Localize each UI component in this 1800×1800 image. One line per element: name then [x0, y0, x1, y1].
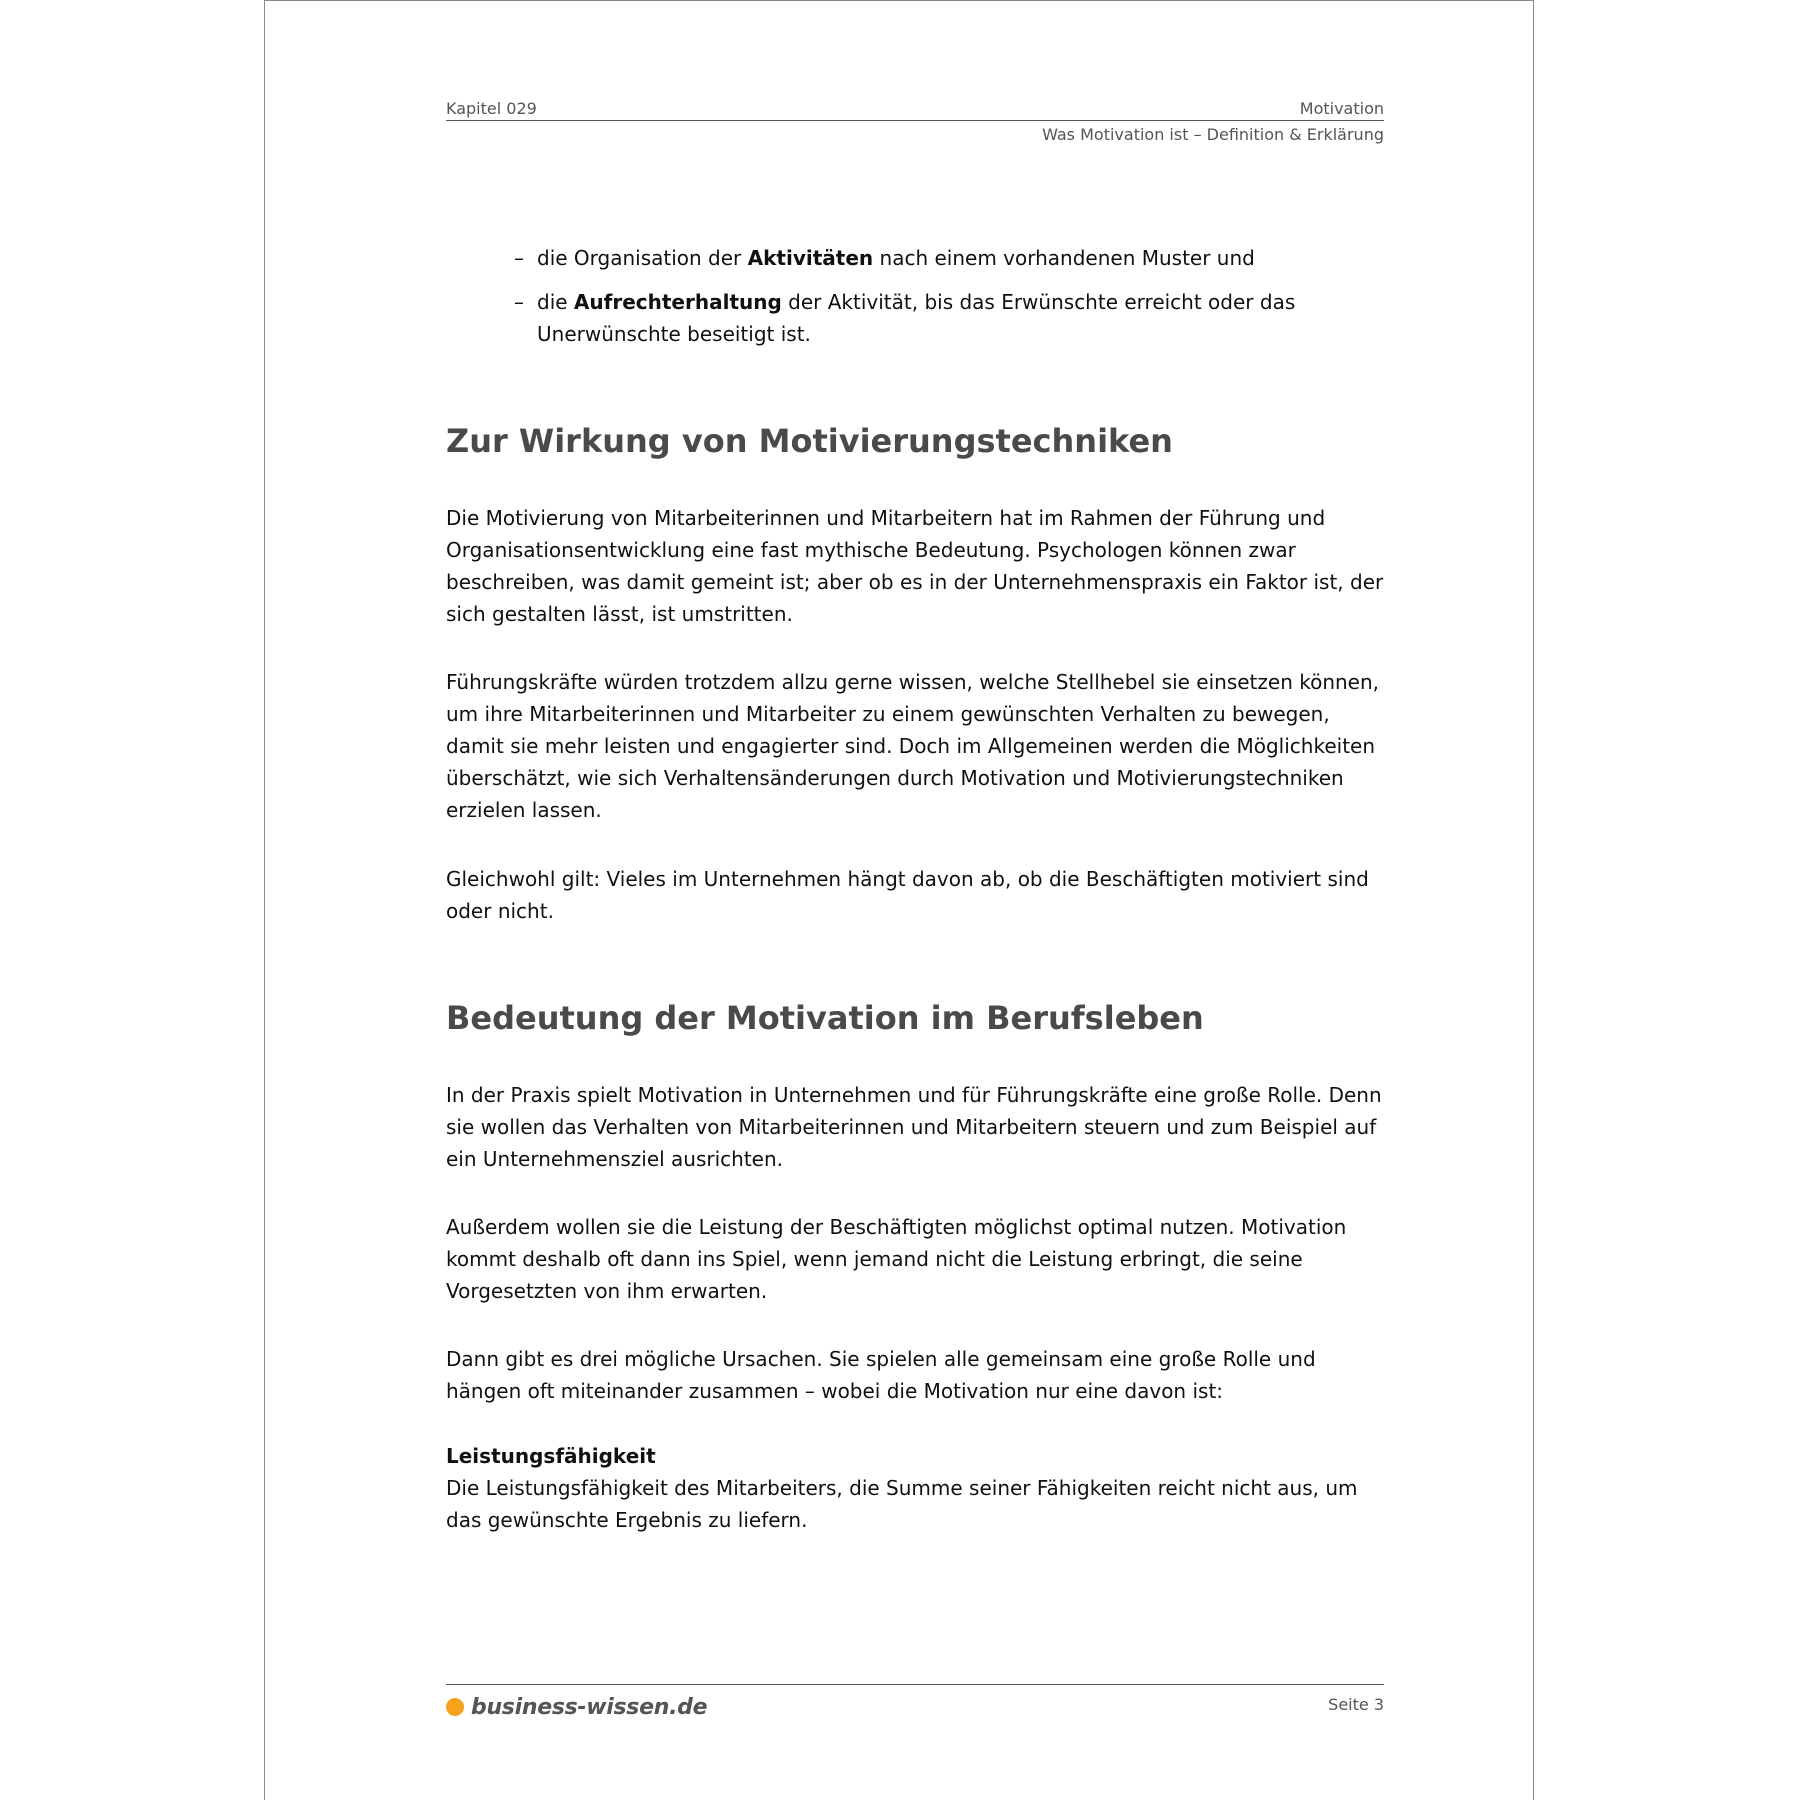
orange-dot-icon [446, 1698, 464, 1716]
list-item-text: die Aufrechterhaltung der Aktivität, bis das Erwünschte erreicht oder das Unerwünschte beseitigt ist. [537, 290, 1296, 346]
brand-logo[interactable] [446, 1692, 707, 1722]
list-item-text: die Organisation der Aktivitäten nach einem vorhandenen Muster und [537, 246, 1255, 270]
footer-rule [446, 1684, 1384, 1685]
dash-marker: – [514, 290, 524, 314]
header-rule [446, 120, 1384, 121]
chapter-label: Kapitel 029 [446, 99, 537, 118]
paragraph: Außerdem wollen sie die Leistung der Beschäftigten möglichst optimal nutzen. Motivation kommt deshalb oft dann ins Spiel, wenn jemand nicht die Leistung erbringt, die seine Vorgesetzten von ihm erwarten. [446, 1215, 1347, 1303]
topic-label: Motivation [1299, 99, 1384, 118]
paragraph: In der Praxis spielt Motivation in Unternehmen und für Führungskräfte eine große Rolle. Denn sie wollen das Verhalten von Mitarbeiterinnen und Mitarbeitern steuern und zum Beispiel auf ein Unternehmensziel ausrichten. [446, 1083, 1382, 1171]
paragraph: Die Leistungsfähigkeit des Mitarbeiters, die Summe seiner Fähigkeiten reicht nicht aus, um das gewünschte Ergebnis zu liefern. [446, 1476, 1358, 1532]
sub-heading: Leistungsfähigkeit [446, 1444, 656, 1468]
dash-marker: – [514, 246, 524, 270]
brand-name: business-wissen.de [471, 1694, 708, 1720]
paragraph: Dann gibt es drei mögliche Ursachen. Sie spielen alle gemeinsam eine große Rolle und hängen oft miteinander zusammen – wobei die Motivation nur eine davon ist: [446, 1347, 1316, 1403]
section-heading: Bedeutung der Motivation im Berufsleben [446, 999, 1204, 1037]
paragraph: Gleichwohl gilt: Vieles im Unternehmen hängt davon ab, ob die Beschäftigten motiviert sind oder nicht. [446, 867, 1369, 923]
paragraph: Führungskräfte würden trotzdem allzu gerne wissen, welche Stellhebel sie einsetzen können, um ihre Mitarbeiterinnen und Mitarbeiter zu einem gewünschten Verhalten zu bewegen, damit sie mehr leisten und engagierter sind. Doch im Allgemeinen werden die Möglichkeiten überschätzt, wie sich Verhaltensänderungen durch Motivation und Motivierungstechniken erzielen lassen. [446, 670, 1380, 822]
header-subtitle: Was Motivation ist – Definition & Erklärung [1042, 125, 1384, 144]
section-heading: Zur Wirkung von Motivierungstechniken [446, 422, 1173, 460]
page-number: Seite 3 [1328, 1695, 1384, 1714]
paragraph: Die Motivierung von Mitarbeiterinnen und Mitarbeitern hat im Rahmen der Führung und Organisationsentwicklung eine fast mythische Bedeutung. Psychologen können zwar beschreiben, was damit gemeint ist; aber ob es in der Unternehmenspraxis ein Faktor ist, der sich gestalten lässt, ist umstritten. [446, 506, 1384, 626]
running-header [446, 99, 1384, 121]
